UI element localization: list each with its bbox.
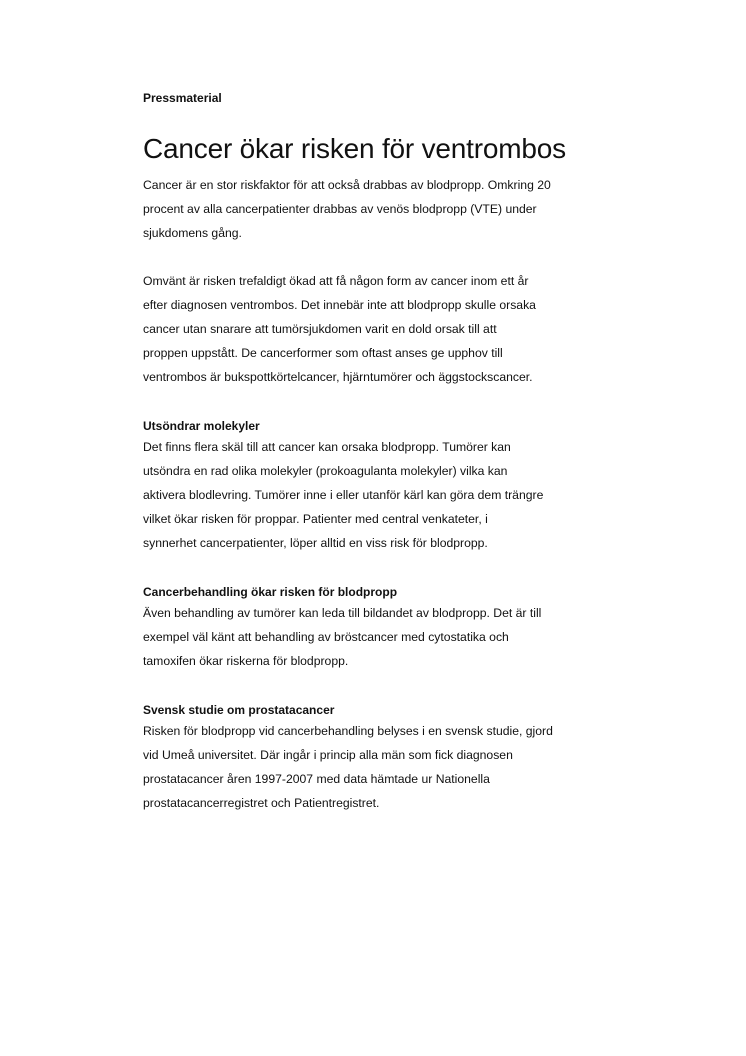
text-line: tamoxifen ökar riskerna för blodpropp. xyxy=(143,654,349,668)
document-title: Cancer ökar risken för ventrombos xyxy=(143,133,566,164)
text-line: sjukdomens gång. xyxy=(143,226,242,240)
section-prostate-study-text xyxy=(143,719,613,815)
text-line: procent av alla cancerpatienter drabbas av venös blodpropp (VTE) under xyxy=(143,202,537,216)
document-body xyxy=(143,89,613,815)
text-line: Omvänt är risken trefaldigt ökad att få någon form av cancer inom ett år xyxy=(143,274,529,288)
text-line: Det finns flera skäl till att cancer kan orsaka blodpropp. Tumörer kan xyxy=(143,440,511,454)
text-line: efter diagnosen ventrombos. Det innebär inte att blodpropp skulle orsaka xyxy=(143,298,536,312)
section-heading-molecules: Utsöndrar molekyler xyxy=(143,419,260,433)
section-heading-treatment: Cancerbehandling ökar risken för blodpropp xyxy=(143,585,398,599)
text-line: vilket ökar risken för proppar. Patienter med central venkateter, i xyxy=(143,512,488,526)
text-line: Cancer är en stor riskfaktor för att också drabbas av blodpropp. Omkring 20 xyxy=(143,178,551,192)
text-line: vid Umeå universitet. Där ingår i princip alla män som fick diagnosen xyxy=(143,748,513,762)
text-line: Risken för blodpropp vid cancerbehandling belyses i en svensk studie, gjord xyxy=(143,724,553,738)
text-line: cancer utan snarare att tumörsjukdomen varit en dold orsak till att xyxy=(143,322,497,336)
text-line: prostatacancerregistret och Patientregistret. xyxy=(143,796,380,810)
text-line: exempel väl känt att behandling av bröstcancer med cytostatika och xyxy=(143,630,509,644)
document-label: Pressmaterial xyxy=(143,91,222,105)
text-line: Även behandling av tumörer kan leda till bildandet av blodpropp. Det är till xyxy=(143,606,542,620)
second-paragraph xyxy=(143,269,613,389)
section-treatment-text xyxy=(143,601,613,673)
text-line: ventrombos är bukspottkörtelcancer, hjärntumörer och äggstockscancer. xyxy=(143,370,533,384)
intro-paragraph xyxy=(143,173,613,245)
text-line: aktivera blodlevring. Tumörer inne i eller utanför kärl kan göra dem trängre xyxy=(143,488,544,502)
text-line: prostatacancer åren 1997-2007 med data hämtade ur Nationella xyxy=(143,772,490,786)
section-molecules-text xyxy=(143,435,613,555)
text-line: utsöndra en rad olika molekyler (prokoagulanta molekyler) vilka kan xyxy=(143,464,508,478)
section-heading-prostate-study: Svensk studie om prostatacancer xyxy=(143,703,335,717)
text-line: proppen uppstått. De cancerformer som oftast anses ge upphov till xyxy=(143,346,503,360)
text-line: synnerhet cancerpatienter, löper alltid en viss risk för blodpropp. xyxy=(143,536,488,550)
